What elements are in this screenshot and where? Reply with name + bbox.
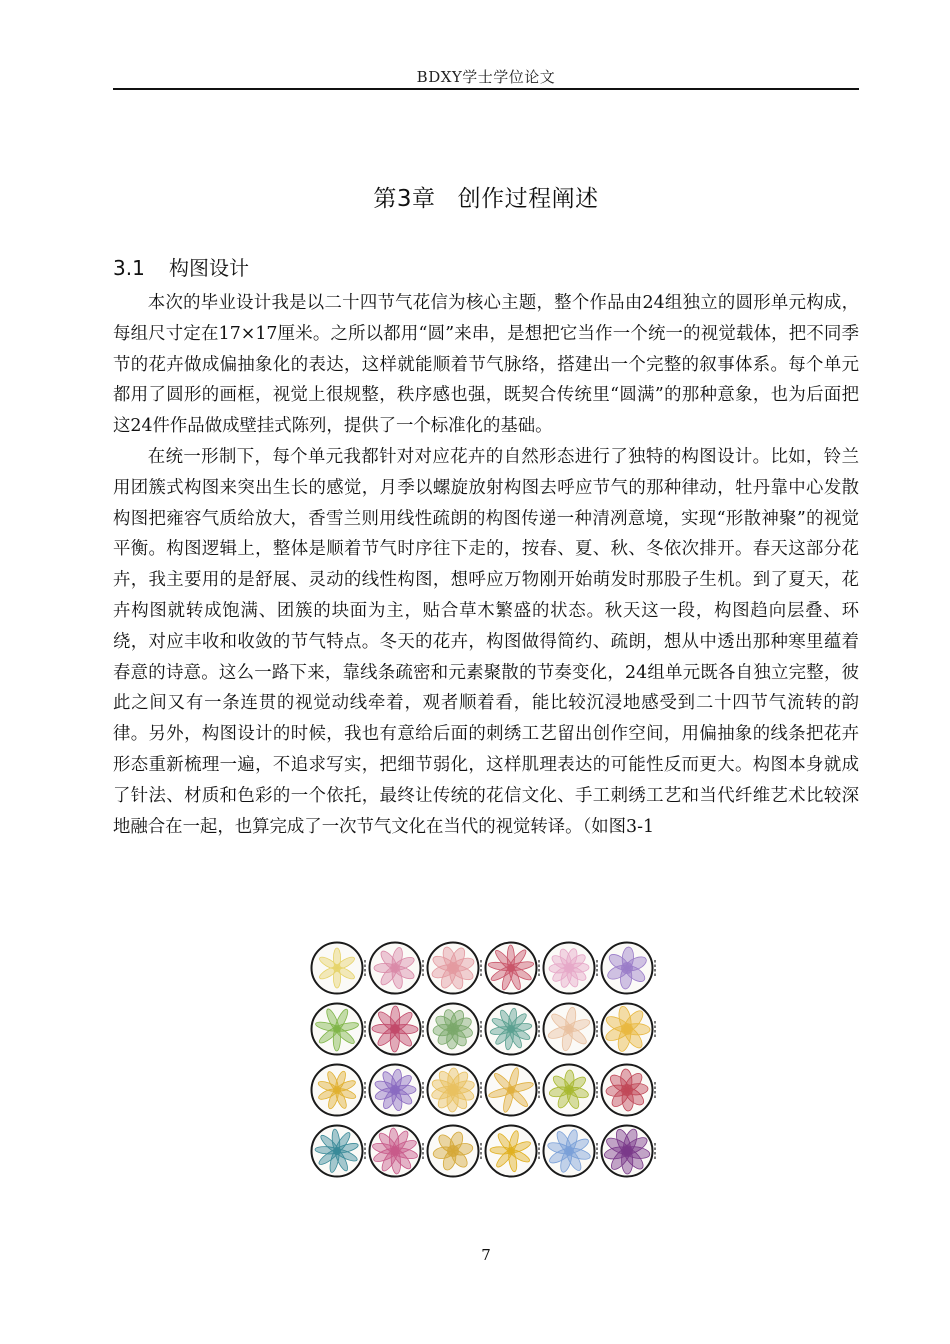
- chapter-title: 创作过程阐述: [457, 186, 599, 212]
- paragraph-1: 本次的毕业设计我是以二十四节气花信为核心主题，整个作品由24组独立的圆形单元构成，每组尺寸定在17×17厘米。之所以都用“圆”来串，是想把它当作一个统一的视觉载体，把不同季节的花卉做成偏抽象化的表达，这样就能顺着节气脉络，搭建出一个完整的叙事体系。每个单元都用了圆形的画框，视觉上很规整，秩序感也强，既契合传统里“圆满”的那种意象，也为后面把这24件作品做成壁挂式陈列，提供了一个标准化的基础。: [113, 293, 859, 437]
- body-text: [113, 288, 859, 842]
- page-number: 7: [481, 1246, 491, 1264]
- embroidery-unit: [486, 1004, 541, 1055]
- embroidery-unit: [428, 1004, 483, 1055]
- embroidery-unit: [370, 1126, 425, 1177]
- embroidery-unit: [544, 1004, 599, 1055]
- chapter-number: 第3章: [373, 186, 436, 212]
- embroidery-unit: [312, 1004, 367, 1055]
- embroidery-unit: [428, 943, 483, 994]
- embroidery-unit: [486, 1065, 541, 1116]
- embroidery-unit: [544, 1065, 599, 1116]
- embroidery-circle-grid: [307, 939, 667, 1189]
- section-number: 3.1: [113, 256, 145, 280]
- figure-3-1: [307, 939, 667, 1189]
- embroidery-unit: [370, 1004, 425, 1055]
- embroidery-unit: [602, 943, 657, 994]
- paragraph-2: 在统一形制下，每个单元我都针对对应花卉的自然形态进行了独特的构图设计。比如，铃兰用团簇式构图来突出生长的感觉，月季以螺旋放射构图去呼应节气的那种律动，牡丹靠中心发散构图把雍容气质给放大，香雪兰则用线性疏朗的构图传递一种清冽意境，实现“形散神聚”的视觉平衡。构图逻辑上，整体是顺着节气时序往下走的，按春、夏、秋、冬依次排开。春天这部分花卉，我主要用的是舒展、灵动的线性构图，想呼应万物刚开始萌发时那股子生机。到了夏天，花卉构图就转成饱满、团簇的块面为主，贴合草木繁盛的状态。秋天这一段，构图趋向层叠、环绕，对应丰收和收敛的节气特点。冬天的花卉，构图做得简约、疏朗，想从中透出那种寒里蕴着春意的诗意。这么一路下来，靠线条疏密和元素聚散的节奏变化，24组单元既各自独立完整，彼此之间又有一条连贯的视觉动线牵着，观者顺着看，能比较沉浸地感受到二十四节气流转的韵律。另外，构图设计的时候，我也有意给后面的刺绣工艺留出创作空间，用偏抽象的线条把花卉形态重新梳理一遍，不追求写实，把细节弱化，这样肌理表达的可能性反而更大。构图本身就成了针法、材质和色彩的一个依托，最终让传统的花信文化、手工刺绣工艺和当代纤维艺术比较深地融合在一起，也算完成了一次节气文化在当代的视觉转译。（如图3-1: [113, 446, 859, 837]
- embroidery-unit: [428, 1065, 483, 1116]
- embroidery-unit: [544, 1126, 599, 1177]
- header-rule: [113, 88, 859, 90]
- embroidery-unit: [486, 943, 541, 994]
- running-header: BDXY学士学位论文: [416, 68, 556, 86]
- embroidery-unit: [370, 1065, 425, 1116]
- embroidery-unit: [602, 1065, 657, 1116]
- section-heading: [113, 252, 249, 281]
- embroidery-unit: [312, 1065, 367, 1116]
- embroidery-unit: [544, 943, 599, 994]
- embroidery-unit: [486, 1126, 541, 1177]
- embroidery-unit: [602, 1004, 657, 1055]
- chapter-heading: [113, 180, 859, 213]
- embroidery-unit: [370, 943, 425, 994]
- embroidery-unit: [428, 1126, 483, 1177]
- embroidery-unit: [312, 1126, 367, 1177]
- section-title: 构图设计: [169, 256, 249, 280]
- embroidery-unit: [312, 943, 367, 994]
- embroidery-unit: [602, 1126, 657, 1177]
